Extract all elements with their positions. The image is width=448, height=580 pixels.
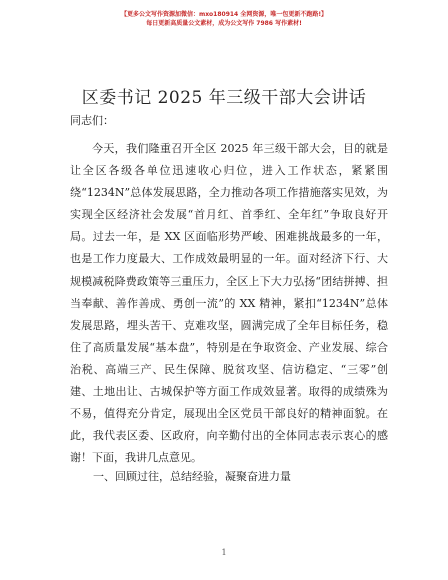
page-number: 1 (221, 548, 227, 557)
salutation: 同志们： (70, 114, 114, 127)
section-heading-1: 一、回顾过往，总结经验，凝聚奋进力量 (93, 470, 291, 483)
document-title: 区委书记 2025 年三级干部大会讲话 (81, 88, 367, 108)
promo-banner-line1: 【更多公文写作资源加微信：mxo180914 全网资源，唯一包更新不跑路!】 (120, 11, 328, 18)
paragraph-1: 今天，我们隆重召开全区 2025 年三级干部大会，目的就是让全区各级各单位迅速收心归位，进入工作状态，紧紧围绕“1234N”总体发展思路，全力推动各项工作措施落实见效，为实现全区经济社会发展“首月红、首季红、全年红”争取良好开局。过去一年，是 XX 区面临形势严峻、困难挑战最多的一年，也是工作力度最大、工作成效最明显的一年。面对经济下行、大规模减税降费政策等三重压力，全区上下大力弘扬“团结拼搏、担当奉献、善作善成、勇创一流”的 XX 精神，紧扣“1234N”总体发展思路，埋头苦干、克难攻坚，圆满完成了全年目标任务，稳住了高质量发展“基本盘”，特别是在争取资金、产业发展、综合治税、高端三产、民生保障、脱贫攻坚、信访稳定、“三零”创建、土地出让、古城保护等方面工作成效显著。取得的成绩殊为不易，值得充分肯定，展现出全区党员干部良好的精神面貌。在此，我代表区委、区政府，向辛勤付出的全体同志表示衷心的感谢！下面，我讲几点意见。 (70, 142, 388, 465)
body-paragraphs (70, 138, 388, 469)
promo-banner (0, 10, 448, 28)
promo-banner-line2: 每日更新高质量公文素材，成为公文写作 7986 写作素材! (146, 20, 302, 27)
